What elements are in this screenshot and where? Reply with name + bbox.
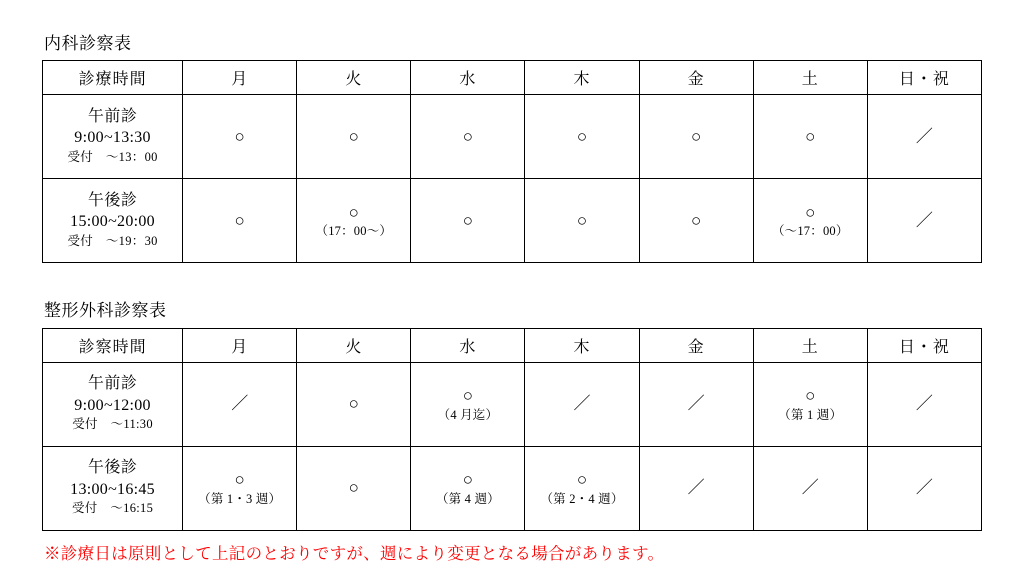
column-header-sat: 土: [753, 328, 867, 362]
section-title-internal-medicine: 内科診察表: [44, 34, 132, 53]
cell-fri: [639, 179, 753, 263]
row-label-line1: 午前診: [87, 107, 138, 125]
column-header-sat: 土: [753, 61, 867, 95]
availability-mark: ／: [801, 478, 819, 498]
cell-tue: [297, 95, 411, 179]
table-row: [43, 446, 982, 530]
availability-mark: ／: [915, 394, 933, 414]
schedule-table-internal-medicine: [42, 60, 982, 263]
cell-sat: [753, 362, 867, 446]
availability-mark: ○: [348, 202, 359, 222]
availability-mark: ○: [462, 210, 474, 230]
availability-mark: ○: [576, 126, 588, 146]
availability-note: （4 月迄）: [437, 407, 499, 422]
cell-thu: [525, 95, 639, 179]
column-header-fri: 金: [639, 328, 753, 362]
availability-note: （第 1・3 週）: [198, 491, 282, 506]
column-header-thu: 木: [525, 328, 639, 362]
cell-mon: [183, 362, 297, 446]
availability-mark: ／: [231, 394, 249, 414]
table-header-row: [43, 61, 982, 95]
row-label-line2: 9:00~13:30: [74, 129, 151, 147]
row-label-line2: 13:00~16:45: [70, 480, 155, 498]
column-header-fri: 金: [639, 61, 753, 95]
column-header-tue: 火: [297, 61, 411, 95]
cell-sat: [753, 446, 867, 530]
table-row: [43, 362, 982, 446]
cell-mon: [183, 95, 297, 179]
availability-mark: ○: [462, 386, 474, 406]
row-label-line3: 受付 ～13：00: [67, 150, 158, 165]
availability-mark: ○: [348, 394, 359, 414]
availability-mark: ／: [915, 478, 933, 498]
availability-mark: ○: [576, 470, 588, 490]
cell-wed: [411, 446, 525, 530]
row-label-afternoon: [43, 179, 183, 263]
cell-thu: [525, 362, 639, 446]
cell-sat: [753, 179, 867, 263]
row-label-morning: [43, 362, 183, 446]
cell-mon: [183, 179, 297, 263]
table-header-row: [43, 328, 982, 362]
availability-mark: ／: [915, 210, 933, 230]
row-label-line1: 午前診: [87, 375, 138, 393]
section-title-orthopedics: 整形外科診察表: [44, 301, 167, 321]
availability-mark: ○: [690, 210, 702, 230]
availability-note: （第 4 週）: [435, 491, 500, 506]
availability-note: （第 2・4 週）: [540, 491, 624, 506]
availability-mark: ／: [687, 394, 705, 414]
availability-mark: ○: [805, 126, 816, 146]
cell-fri: [639, 446, 753, 530]
row-label-afternoon: [43, 446, 183, 530]
table-row: [43, 95, 982, 179]
column-header-mon: 月: [183, 328, 297, 362]
availability-note: （第 1 週）: [778, 407, 843, 422]
cell-wed: [411, 179, 525, 263]
cell-mon: [183, 446, 297, 530]
row-label-morning: [43, 95, 183, 179]
cell-fri: [639, 95, 753, 179]
availability-mark: ○: [234, 126, 245, 146]
schedule-table-orthopedics: [42, 328, 982, 531]
availability-mark: ○: [576, 210, 588, 230]
footnote-notice: ※診療日は原則として上記のとおりですが、週により変更となる場合があります。: [44, 543, 665, 563]
availability-note: （～17：00）: [771, 224, 849, 239]
cell-tue: [297, 362, 411, 446]
column-header-sun-holiday: 日・祝: [867, 328, 981, 362]
column-header-time: 診察時間: [43, 328, 183, 362]
availability-mark: ○: [348, 126, 359, 146]
column-header-tue: 火: [297, 328, 411, 362]
row-label-line1: 午後診: [87, 191, 138, 209]
cell-sat: [753, 95, 867, 179]
availability-mark: ○: [234, 470, 245, 490]
availability-mark: ／: [915, 126, 933, 146]
column-header-thu: 木: [525, 61, 639, 95]
availability-mark: ○: [462, 126, 474, 146]
row-label-line1: 午後診: [87, 459, 138, 477]
availability-mark: ○: [234, 210, 245, 230]
table-row: [43, 179, 982, 263]
row-label-line3: 受付 ～16:15: [71, 501, 154, 516]
availability-mark: ○: [805, 202, 816, 222]
column-header-wed: 水: [411, 328, 525, 362]
cell-sun-holiday: [867, 446, 981, 530]
availability-mark: ○: [462, 470, 474, 490]
row-label-line2: 9:00~12:00: [74, 396, 151, 414]
row-label-line3: 受付 ～11:30: [72, 417, 153, 432]
cell-sun-holiday: [867, 95, 981, 179]
column-header-wed: 水: [411, 61, 525, 95]
availability-mark: ○: [690, 126, 702, 146]
availability-mark: ／: [687, 478, 705, 498]
availability-mark: ○: [348, 478, 359, 498]
row-label-line3: 受付 ～19：30: [67, 234, 158, 249]
section-gap: [42, 263, 982, 301]
cell-thu: [525, 446, 639, 530]
cell-sun-holiday: [867, 179, 981, 263]
availability-note: （17：00～）: [315, 224, 393, 239]
availability-mark: ○: [805, 386, 816, 406]
cell-wed: [411, 95, 525, 179]
row-label-line2: 15:00~20:00: [70, 213, 155, 231]
cell-thu: [525, 179, 639, 263]
cell-fri: [639, 362, 753, 446]
column-header-time: 診療時間: [43, 61, 183, 95]
availability-mark: ／: [573, 394, 591, 414]
column-header-mon: 月: [183, 61, 297, 95]
column-header-sun-holiday: 日・祝: [867, 61, 981, 95]
cell-wed: [411, 362, 525, 446]
cell-sun-holiday: [867, 362, 981, 446]
cell-tue: [297, 179, 411, 263]
cell-tue: [297, 446, 411, 530]
